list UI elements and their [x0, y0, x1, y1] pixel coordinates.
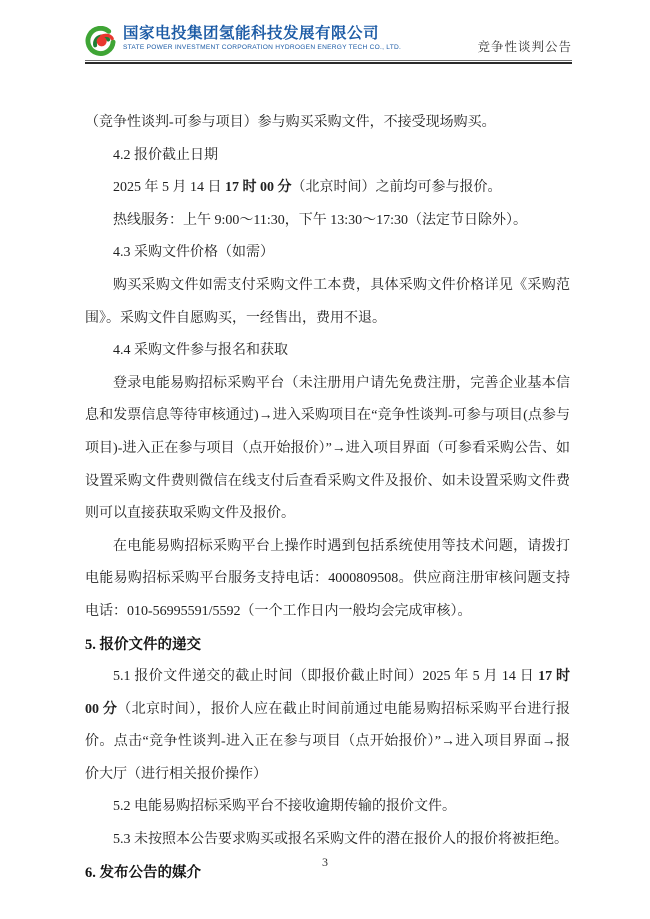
- section-heading: [85, 629, 570, 662]
- text-run: 4.2 报价截止日期: [113, 147, 218, 163]
- company-logo-icon: [85, 26, 116, 57]
- text-run: 6. 发布公告的媒介: [85, 864, 201, 881]
- text-run: 在电能易购招标采购平台上操作时遇到包括系统使用等技术问题，请拨打电能易购招标采购平台服务支持电话：4000809508。供应商注册审核问题支持电话：010-56995591/5592（一个工作日内一般均会完成审核）。: [85, 538, 570, 619]
- text-run: 热线服务：上午 9:00～11:30，下午 13:30～17:30（法定节日除外）。: [113, 212, 528, 228]
- company-name: 国家电投集团氢能科技发展有限公司: [123, 25, 380, 42]
- text-run: 4.3 采购文件价格（如需）: [113, 245, 274, 261]
- text-run-bold: 17 时 00 分: [85, 669, 571, 717]
- text-run: （竞争性谈判-可参与项目）参与购买采购文件，不接受现场购买。: [85, 115, 496, 130]
- header-divider: [85, 60, 572, 64]
- paragraph: [85, 661, 570, 791]
- text-run: （北京时间），报价人应在截止时间前通过电能易购招标采购平台进行报价。点击“竞争性谈判-进入正在参与项目（点开始报价）”→进入项目界面→报价大厅（进行相关报价操作）: [85, 701, 571, 782]
- page-header: [85, 26, 572, 64]
- text-run: 4.4 采购文件参与报名和获取: [113, 343, 288, 359]
- text-run: （北京时间）之前均可参与报价。: [291, 180, 502, 196]
- page-number: 3: [322, 855, 328, 869]
- paragraph: [85, 824, 570, 857]
- paragraph: [85, 335, 570, 368]
- page-footer: [0, 853, 650, 871]
- paragraph: [85, 368, 570, 531]
- company-name-block: [123, 26, 401, 51]
- paragraph: [85, 107, 570, 140]
- text-run-bold: 17 时 00 分: [225, 180, 292, 196]
- company-brand: [85, 26, 401, 57]
- text-run: 5. 报价文件的递交: [85, 636, 201, 653]
- company-name-en: STATE POWER INVESTMENT CORPORATION HYDROGEN ENERGY TECH CO., LTD.: [123, 43, 402, 51]
- text-run: 2025 年 5 月 14 日: [113, 180, 225, 196]
- paragraph: [85, 140, 570, 173]
- paragraph: [85, 172, 570, 205]
- text-run: 登录电能易购招标采购平台（未注册用户请先免费注册，完善企业基本信息和发票信息等待审核通过)→进入采购项目在“竞争性谈判-可参与项目(点参与项目)-进入正在参与项目（点开始报价）”→进入项目界面（可参看采购公告、如设置采购文件费则微信在线支付后查看采购文件及报价、如未设置采购文件费则可以直接获取采购文件及报价。: [85, 375, 570, 522]
- paragraph: [85, 237, 570, 270]
- paragraph: [85, 791, 570, 824]
- paragraph: [85, 531, 570, 629]
- document-type-label: 竞争性谈判公告: [477, 40, 572, 54]
- paragraph: [85, 270, 570, 335]
- text-run: 5.3 未按照本公告要求购买或报名采购文件的潜在报价人的报价将被拒绝。: [113, 832, 568, 848]
- text-run: 购买采购文件如需支付采购文件工本费，具体采购文件价格详见《采购范围》。采购文件自愿购买，一经售出，费用不退。: [85, 277, 570, 326]
- document-body: [85, 107, 570, 889]
- text-run: 5.1 报价文件递交的截止时间（即报价截止时间）2025 年 5 月 14 日: [113, 669, 539, 685]
- paragraph: [85, 205, 570, 238]
- text-run: 5.2 电能易购招标采购平台不接收逾期传输的报价文件。: [113, 799, 456, 815]
